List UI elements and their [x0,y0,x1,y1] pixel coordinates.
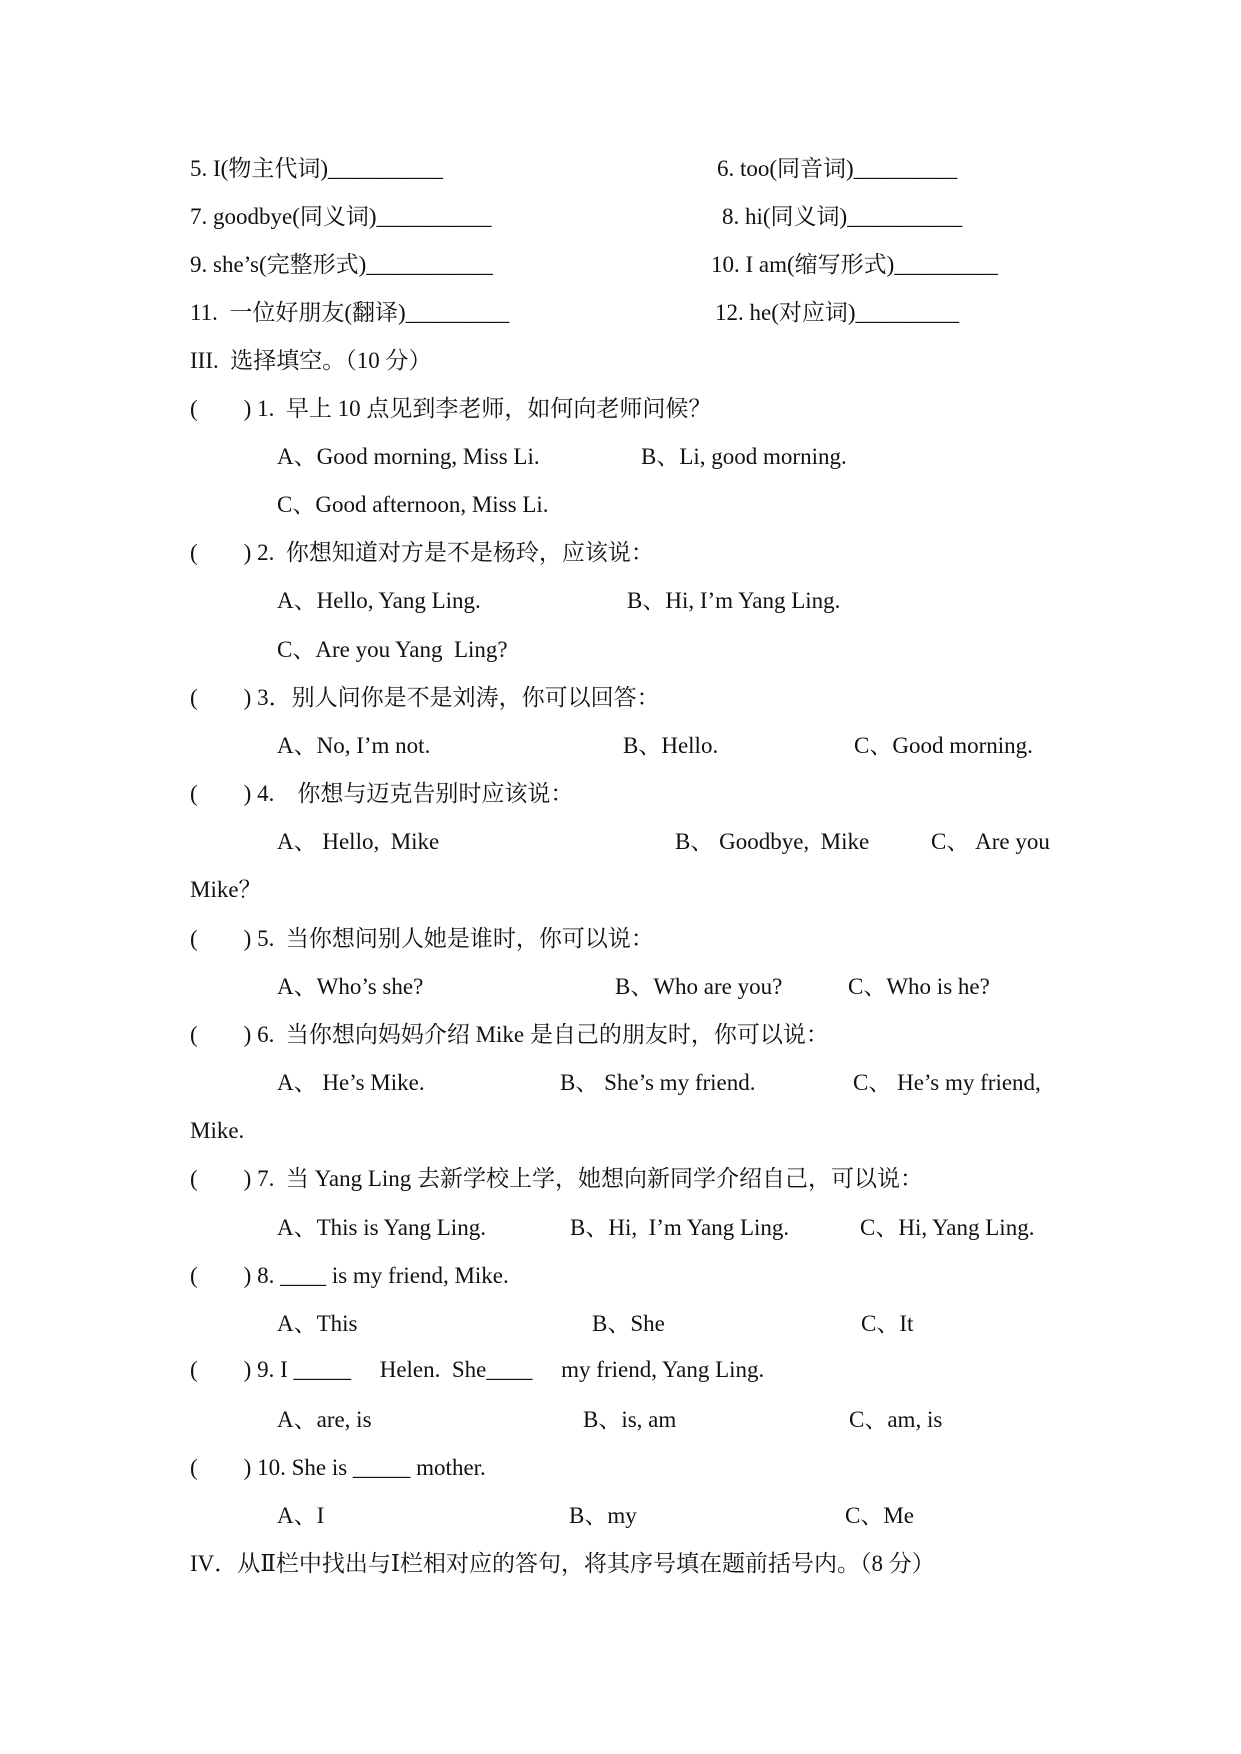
option-a: A、This is Yang Ling. [277,1215,486,1240]
option-c: C、Good afternoon, Miss Li. [277,492,549,517]
section-heading: III. 选择填空。（10 分） [190,348,432,373]
option-b: B、 Goodbye, Mike [675,829,870,854]
vocab-q6: 6. too(同音词)_________ [717,156,958,181]
question-stem: ( ) 5. 当你想问别人她是谁时，你可以说： [190,926,654,951]
option-b: B、She [592,1311,665,1336]
option-a: A、Who’s she? [277,974,424,999]
question-stem: ( ) 4. 你想与迈克告别时应该说： [190,781,574,806]
option-b: B、Hello. [623,733,719,758]
option-b: B、Hi, I’m Yang Ling. [627,588,841,613]
vocab-q12: 12. he(对应词)_________ [715,300,960,325]
vocab-q11: 11. 一位好朋友(翻译)_________ [190,300,510,325]
vocab-q10: 10. I am(缩写形式)_________ [711,252,998,277]
option-c: C、Are you Yang Ling? [277,637,508,662]
option-b: B、Hi, I’m Yang Ling. [570,1215,790,1240]
option-b: B、my [569,1503,637,1528]
option-c: C、 He’s my friend, [853,1070,1041,1095]
option-a: A、 He’s Mike. [277,1070,425,1095]
question-stem: ( ) 10. She is _____ mother. [190,1455,486,1480]
question-stem: ( ) 2. 你想知道对方是不是杨玲，应该说： [190,540,654,565]
option-a: A、 Hello, Mike [277,829,440,854]
option-c-continued: Mike？ [190,877,262,902]
option-a: A、No, I’m not. [277,733,431,758]
vocab-q7: 7. goodbye(同义词)__________ [190,204,492,229]
option-c-continued: Mike. [190,1118,245,1143]
vocab-q8: 8. hi(同义词)__________ [722,204,963,229]
vocab-q9: 9. she’s(完整形式)___________ [190,252,493,277]
option-c: C、Hi, Yang Ling. [860,1215,1035,1240]
question-stem: ( ) 3．别人问你是不是刘涛，你可以回答： [190,685,660,710]
option-a: A、are, is [277,1407,372,1432]
option-a: A、Hello, Yang Ling. [277,588,481,613]
option-c: C、It [861,1311,914,1336]
option-a: A、Good morning, Miss Li. [277,444,540,469]
option-c: C、Good morning. [854,733,1033,758]
option-c: C、 Are you [931,829,1050,854]
option-c: C、am, is [849,1407,943,1432]
option-b: B、is, am [583,1407,677,1432]
question-stem: ( ) 9. I _____ Helen. She____ my friend, Yang Ling. [190,1357,765,1382]
option-a: A、I [277,1503,325,1528]
option-a: A、This [277,1311,358,1336]
vocab-q5: 5. I(物主代词)__________ [190,156,443,181]
option-b: B、 She’s my friend. [560,1070,756,1095]
option-c: C、Me [845,1503,914,1528]
option-c: C、Who is he? [848,974,990,999]
question-stem: ( ) 8. ____ is my friend, Mike. [190,1263,509,1288]
question-stem: ( ) 1. 早上 10 点见到李老师，如何向老师问候？ [190,396,712,421]
section-heading: IV．从Ⅱ栏中找出与Ⅰ栏相对应的答句，将其序号填在题前括号内。（8 分） [190,1551,935,1576]
option-b: B、Who are you? [615,974,783,999]
question-stem: ( ) 6. 当你想向妈妈介绍 Mike 是自己的朋友时，你可以说： [190,1022,829,1047]
option-b: B、Li, good morning. [641,444,847,469]
question-stem: ( ) 7. 当 Yang Ling 去新学校上学，她想向新同学介绍自己，可以说： [190,1166,924,1191]
